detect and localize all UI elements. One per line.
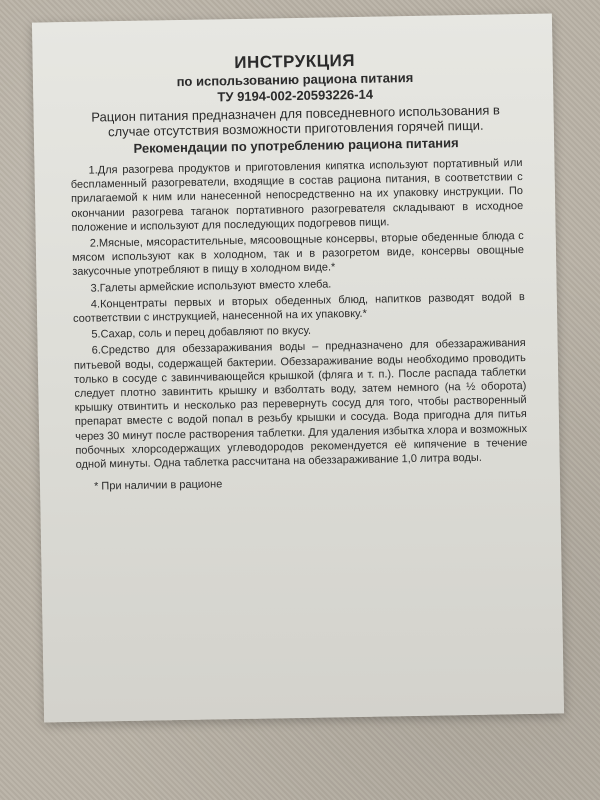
- document-subtitle: по использованию рациона питания: [176, 69, 414, 90]
- instruction-item-6: 6.Средство для обеззараживания воды – предназначено для обеззараживания питьевой воды, содержащей бактерии. Обеззараживание воды необходимо проводить только в сосуде с завинчивающейся крышкой (фляга и т. п.). После распада таблетки следует плотно завинтить крышку и взболтать воду, затем немного (на ½ оборота) крышку отвинтить и несколько раз перевернуть сосуд для того, чтобы растворенный препарат вместе с водой попал в резьбу крышки и сосуда. Вода пригодна для питья через 30 минут после растворения таблетки. Для удаления избытка хлора и возможных побочных хлорсодержащих углеводородов рекомендуется её кипячение в течение одной минуты. Одна таблетка рассчитана на обеззараживание 1,0 литра воды.: [73, 337, 528, 471]
- footnote: * При наличии в рационе: [93, 478, 223, 493]
- instruction-sheet: [32, 14, 564, 723]
- instruction-item-4: 4.Концентраты первых и вторых обеденных блюд, напитков разводят водой в соответствии с инструкцией, нанесенной на их упаковку.*: [73, 290, 525, 325]
- intro-text: Рацион питания предназначен для повседневного использования в случае отсутствия возможности приготовления горячей пищи.: [91, 102, 500, 140]
- specification-number: ТУ 9194-002-20593226-14: [217, 86, 374, 105]
- instruction-item-1: 1.Для разогрева продуктов и приготовления кипятка используют портативный или беспламенный разогреватели, входящие в состав рациона питания, в соответствии с прилагаемой к ним или нанесенной непосредственно на их упаковку инструкции. По окончании разогрева таганок портативного разогревателя складывают в исходное положение и используют для последующих подогревов пищи.: [70, 157, 524, 234]
- document-title: ИНСТРУКЦИЯ: [234, 50, 356, 73]
- recommendations-heading: Рекомендации по употреблению рациона питания: [133, 135, 459, 156]
- instruction-item-2: 2.Мясные, мясорастительные, мясоовощные консервы, вторые обеденные блюда с мясом используют как в холодном, так и в разогретом виде, консервы овощные закусочные употребляют в пищу в холодном виде.*: [71, 230, 525, 279]
- instruction-item-3: 3.Галеты армейские используют вместо хлеба.: [90, 278, 332, 295]
- instruction-item-5: 5.Сахар, соль и перец добавляют по вкусу.: [91, 325, 312, 341]
